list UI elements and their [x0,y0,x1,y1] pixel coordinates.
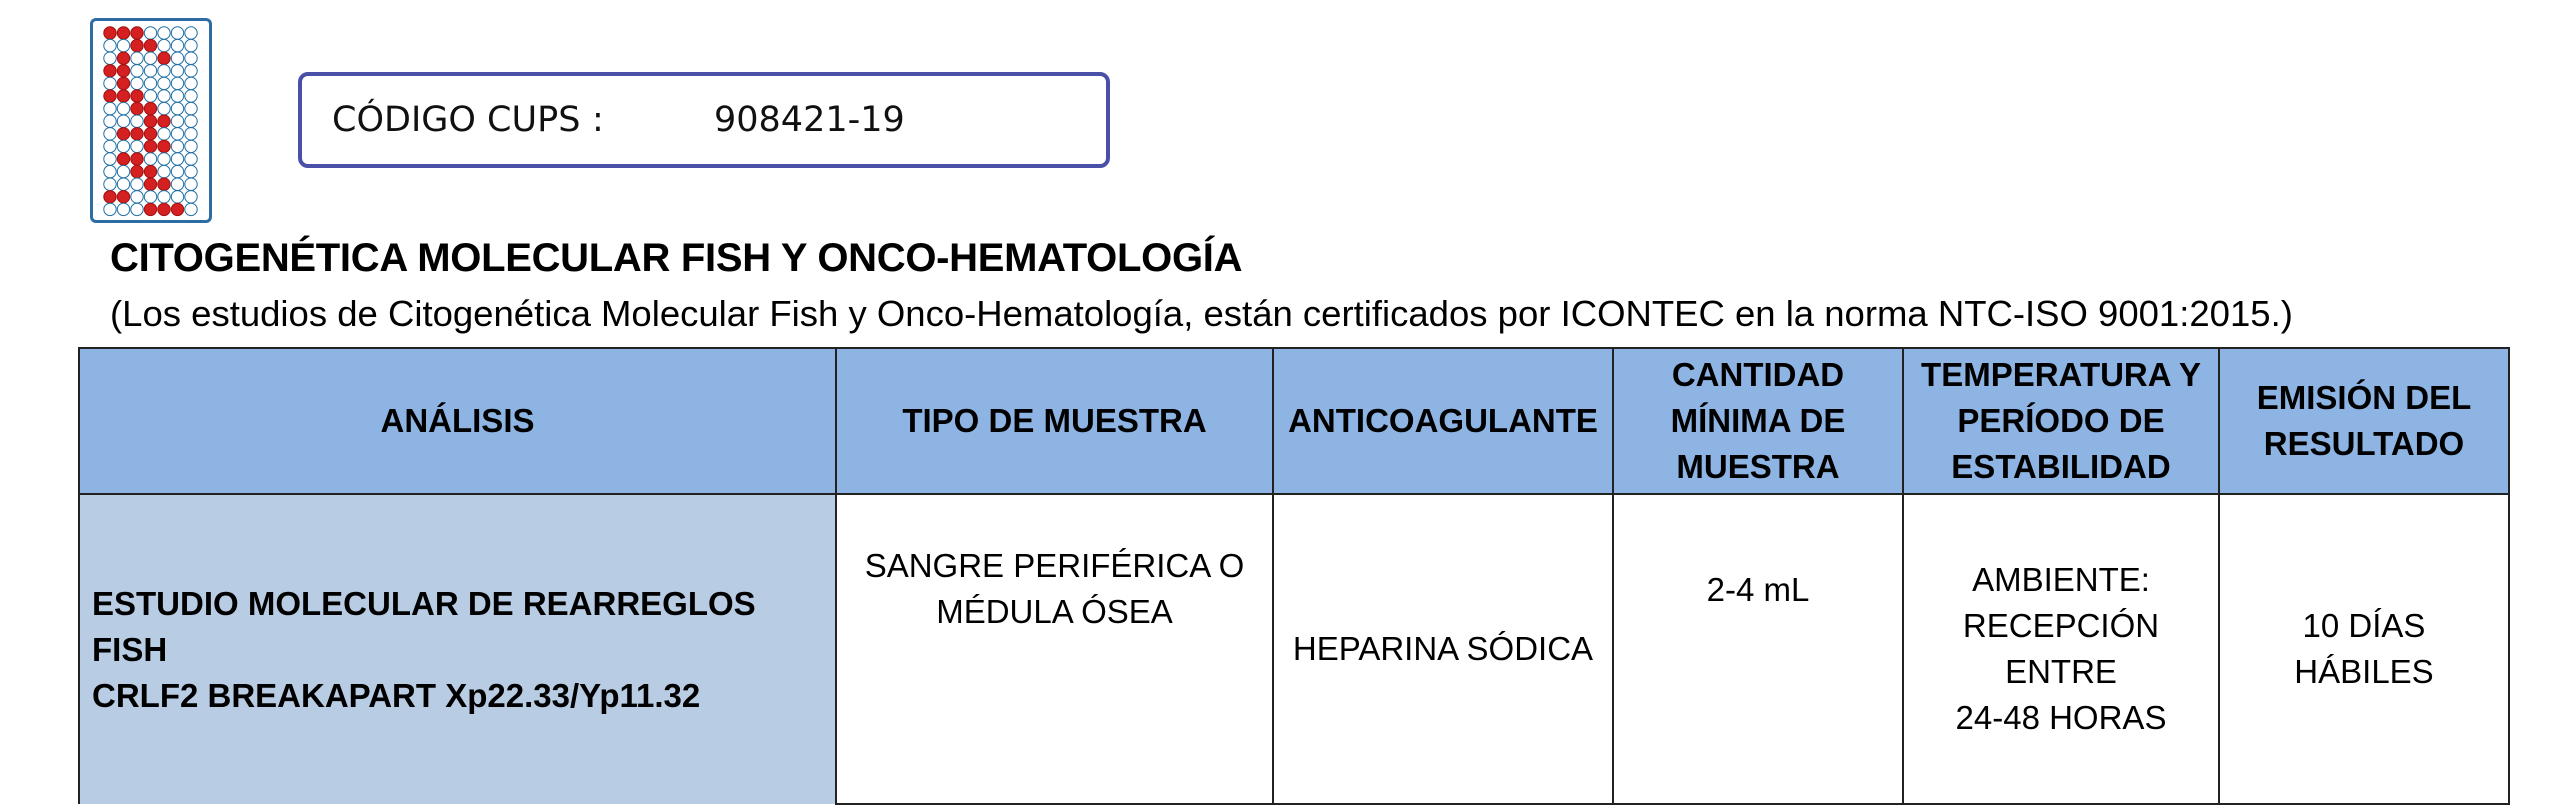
logo-dot [144,153,156,165]
logo-dot [185,90,197,102]
logo-dot [185,203,197,215]
logo-dot [104,153,116,165]
logo-dot [185,178,197,190]
cups-value: 908421-19 [714,100,905,140]
cups-code-box [298,72,1110,168]
logo-dot [185,102,197,114]
header-tipo-muestra: TIPO DE MUESTRA [836,348,1273,494]
analysis-table [78,347,2510,805]
logo-dot [104,128,116,140]
logo-dot [117,153,129,165]
logo-dot [104,77,116,89]
table-row [79,494,2509,804]
logo-dot [104,178,116,190]
logo-dot [185,153,197,165]
logo-dot [158,140,170,152]
logo-dot [185,27,197,39]
logo-dot [131,52,143,64]
logo-dot [185,77,197,89]
logo-dot [171,140,183,152]
lab-logo [90,18,212,223]
logo-dot [144,203,156,215]
logo-dot [104,165,116,177]
cell-cantidad: 2-4 mL [1613,494,1903,804]
logo-dot [185,165,197,177]
cell-anticoagulante: HEPARINA SÓDICA [1273,494,1613,804]
logo-dot [171,178,183,190]
logo-dot [131,128,143,140]
cell-analisis: ESTUDIO MOLECULAR DE REARREGLOS FISH CRLF2 BREAKAPART Xp22.33/Yp11.32 [79,494,836,804]
header-analisis: ANÁLISIS [79,348,836,494]
cups-colon: : [592,100,604,140]
logo-dot [131,178,143,190]
logo-dot [158,203,170,215]
page-title: CITOGENÉTICA MOLECULAR FISH Y ONCO-HEMATOLOGÍA [110,236,1243,280]
logo-dot [117,77,129,89]
dot-grid-logo-icon [93,21,209,220]
cups-label: CÓDIGO CUPS [332,100,581,140]
logo-dot [144,191,156,203]
logo-dot [144,52,156,64]
logo-dot [131,203,143,215]
logo-dot [131,65,143,77]
logo-dot [158,52,170,64]
logo-dot [171,203,183,215]
logo-dot [171,115,183,127]
cell-tipo-muestra: SANGRE PERIFÉRICA O MÉDULA ÓSEA [836,494,1273,804]
logo-dot [131,77,143,89]
logo-dot [104,191,116,203]
logo-dot [117,90,129,102]
logo-dot [131,102,143,114]
logo-dot [185,128,197,140]
logo-dot [144,65,156,77]
logo-dot [144,165,156,177]
logo-dot [158,128,170,140]
logo-dot [104,27,116,39]
table-header-row [79,348,2509,494]
logo-dot [117,191,129,203]
logo-dot [158,27,170,39]
header-cantidad: CANTIDAD MÍNIMA DE MUESTRA [1613,348,1903,494]
logo-dot [171,77,183,89]
logo-dot [131,191,143,203]
logo-dot [185,39,197,51]
logo-dot [117,65,129,77]
logo-dot [158,77,170,89]
logo-dot [117,102,129,114]
logo-dot [104,102,116,114]
logo-dot [117,27,129,39]
logo-dot [185,52,197,64]
logo-dot [104,90,116,102]
logo-dot [171,90,183,102]
logo-dot [171,191,183,203]
logo-dot [158,165,170,177]
logo-dot [131,153,143,165]
logo-dot [131,90,143,102]
logo-dot [185,191,197,203]
logo-dot [131,39,143,51]
logo-dot [131,165,143,177]
logo-dot [158,153,170,165]
logo-dot [171,39,183,51]
logo-dot [144,27,156,39]
logo-dot [104,39,116,51]
logo-dot [158,115,170,127]
logo-dot [117,178,129,190]
logo-dot [144,178,156,190]
logo-dot [131,115,143,127]
logo-dot [131,140,143,152]
logo-dot [144,90,156,102]
logo-dot [117,52,129,64]
header-temperatura: TEMPERATURA Y PERÍODO DE ESTABILIDAD [1903,348,2219,494]
logo-dot [104,140,116,152]
logo-dot [158,90,170,102]
logo-dot [117,165,129,177]
logo-dot [158,39,170,51]
header-anticoagulante: ANTICOAGULANTE [1273,348,1613,494]
logo-dot [144,39,156,51]
logo-dot [158,178,170,190]
logo-dot [144,115,156,127]
logo-dot [117,128,129,140]
logo-dot [104,52,116,64]
logo-dot [185,140,197,152]
logo-dot [144,77,156,89]
logo-dot [144,102,156,114]
logo-dot [144,128,156,140]
logo-dot [158,102,170,114]
header-emision: EMISIÓN DEL RESULTADO [2219,348,2509,494]
logo-dot [144,140,156,152]
logo-dot [104,203,116,215]
certification-note: (Los estudios de Citogenética Molecular Fish y Onco-Hematología, están certificados por ICONTEC en la norma NTC-ISO 9001:2015.) [110,293,2293,334]
cell-emision: 10 DÍAS HÁBILES [2219,494,2509,804]
logo-dot [117,203,129,215]
logo-dot [171,102,183,114]
logo-dot [104,115,116,127]
logo-dot [104,65,116,77]
logo-dot [117,39,129,51]
logo-dot [158,191,170,203]
logo-dot [158,65,170,77]
logo-dot [171,153,183,165]
logo-dot [171,65,183,77]
logo-dot [131,27,143,39]
logo-dot [185,65,197,77]
logo-dot [171,52,183,64]
logo-dot [171,165,183,177]
logo-dot [117,115,129,127]
logo-dot [117,140,129,152]
logo-dot [171,128,183,140]
logo-dot [185,115,197,127]
cell-temperatura: AMBIENTE: RECEPCIÓN ENTRE 24-48 HORAS [1903,494,2219,804]
logo-dot [171,27,183,39]
